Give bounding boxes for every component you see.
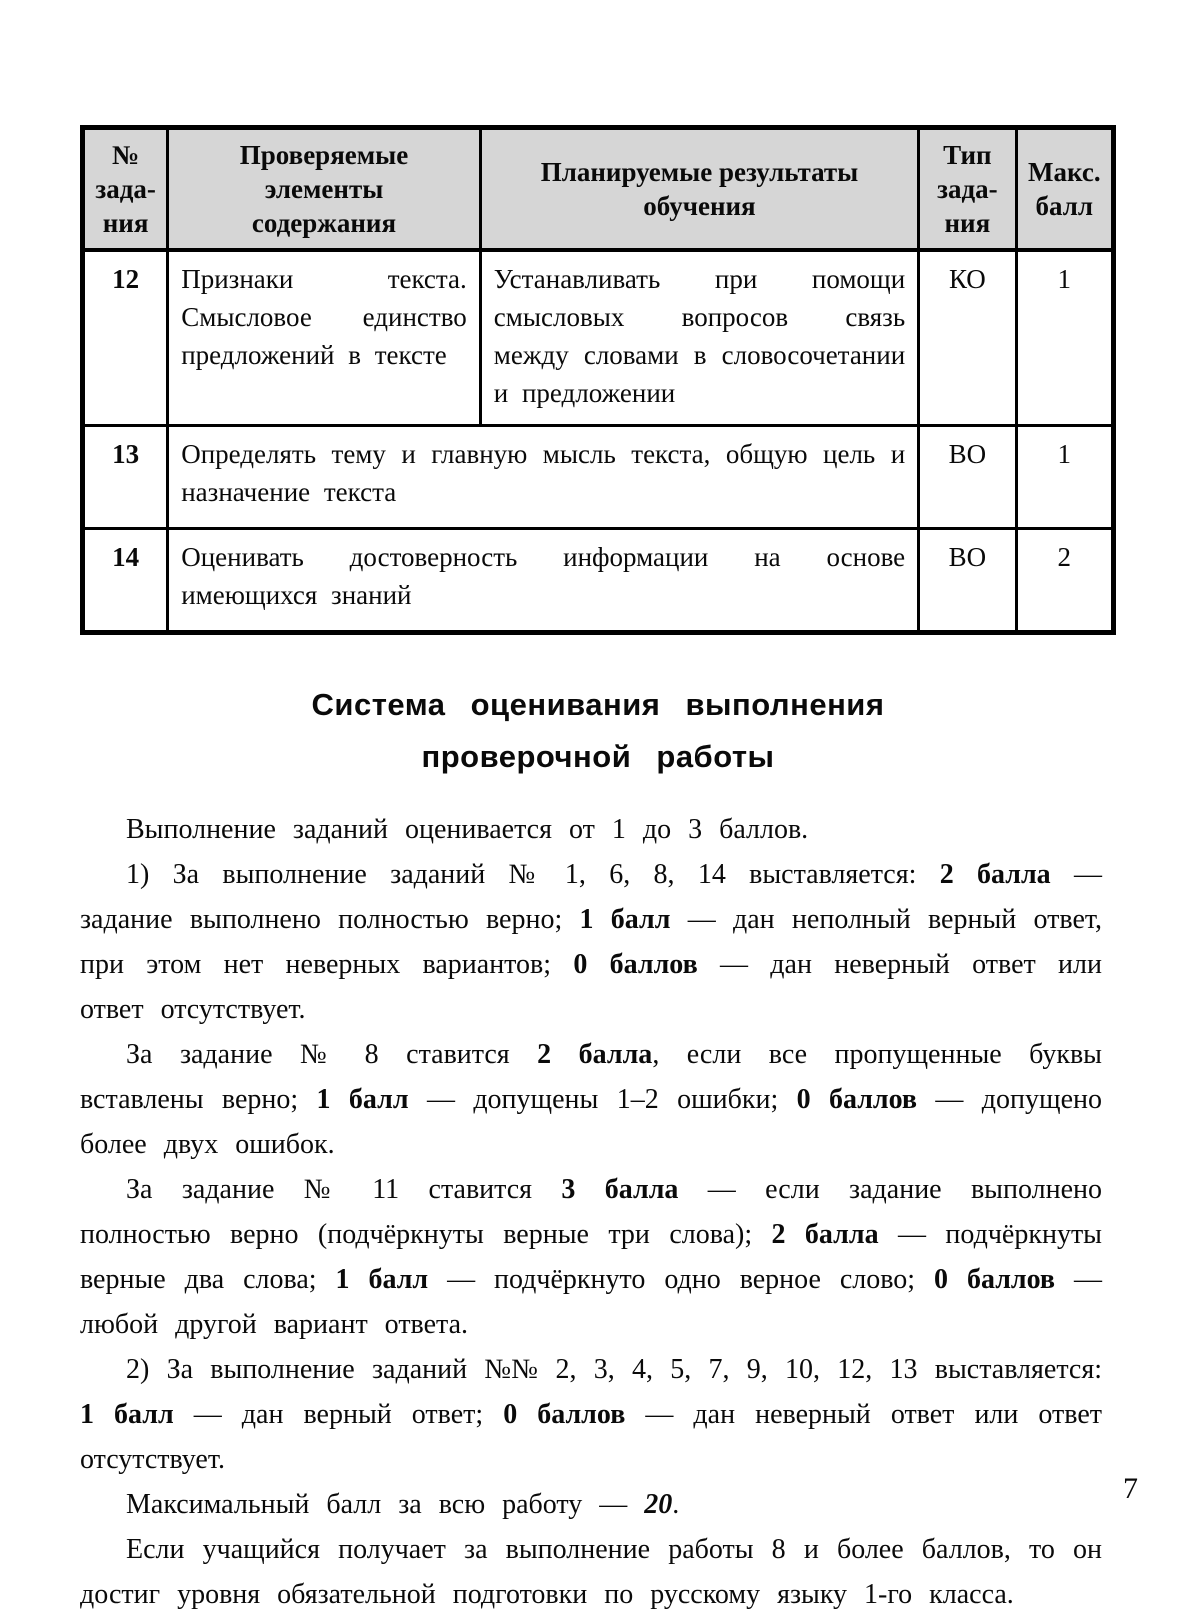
body-paragraph: Выполнение заданий оценивается от 1 до 3 баллов. bbox=[126, 814, 809, 845]
table-row bbox=[83, 250, 1114, 426]
task-number-cell: 12 bbox=[83, 250, 168, 426]
body-paragraph: За задание № 8 ставится 2 балла, если все пропущенные буквы вставлены верно; 1 балл — допущены 1–2 ошибки; 0 баллов — допущено более двух ошибок. bbox=[80, 1039, 1103, 1160]
col-header-task-number: № зада- ния bbox=[83, 128, 168, 251]
body-paragraph: 1) За выполнение заданий № 1, 6, 8, 14 выставляется: 2 балла — задание выполнено полностью верно; 1 балл — дан неполный верный ответ, при этом нет неверных вариантов; 0 баллов — дан неверный ответ или ответ отсутствует. bbox=[80, 859, 1103, 1025]
planned-results-cell: Устанавливать при помощи смысловых вопросов связь между словами в словосочетании и предложении bbox=[480, 250, 918, 426]
col-header-content-elements: Проверяемые элементы содержания bbox=[168, 128, 481, 251]
body-text bbox=[80, 807, 1102, 1617]
table-row bbox=[83, 529, 1114, 633]
col-header-max-score: Макс. балл bbox=[1016, 128, 1113, 251]
max-score-cell: 1 bbox=[1016, 426, 1113, 529]
merged-description-cell: Определять тему и главную мысль текста, общую цель и назначение текста bbox=[168, 426, 919, 529]
max-score-cell: 2 bbox=[1016, 529, 1113, 633]
col-header-task-type: Тип зада- ния bbox=[919, 128, 1016, 251]
task-type-cell: ВО bbox=[919, 426, 1016, 529]
page-content bbox=[80, 125, 1116, 1617]
task-number-cell: 14 bbox=[83, 529, 168, 633]
table-header-row bbox=[83, 128, 1114, 251]
col-header-planned-results: Планируемые результаты обучения bbox=[480, 128, 918, 251]
task-type-cell: КО bbox=[919, 250, 1016, 426]
task-number-cell: 13 bbox=[83, 426, 168, 529]
merged-description-cell: Оценивать достоверность информации на основе имеющихся знаний bbox=[168, 529, 919, 633]
body-paragraph: Если учащийся получает за выполнение работы 8 и более баллов, то он достиг уровня обязательной подготовки по русскому языку 1-го класса. bbox=[80, 1534, 1102, 1610]
section-heading: Система оценивания выполнения проверочной работы bbox=[311, 687, 885, 774]
content-elements-cell: Признаки текста. Смысловое единство предложений в тексте bbox=[168, 250, 481, 426]
table-row bbox=[83, 426, 1114, 529]
body-paragraph: За задание № 11 ставится 3 балла — если задание выполнено полностью верно (подчёркнуты верные три слова); 2 балла — подчёркнуты верные два слова; 1 балл — подчёркнуто одно верное слово; 0 баллов — любой другой вариант ответа. bbox=[80, 1174, 1103, 1340]
body-paragraph: Максимальный балл за всю работу — 20. bbox=[126, 1489, 680, 1520]
page-number: 7 bbox=[1123, 1472, 1138, 1505]
max-score-cell: 1 bbox=[1016, 250, 1113, 426]
task-type-cell: ВО bbox=[919, 529, 1016, 633]
body-paragraph: 2) За выполнение заданий №№ 2, 3, 4, 5, 7, 9, 10, 12, 13 выставляется: 1 балл — дан верный ответ; 0 баллов — дан неверный ответ или ответ отсутствует. bbox=[80, 1354, 1103, 1475]
assessment-table bbox=[80, 125, 1116, 635]
